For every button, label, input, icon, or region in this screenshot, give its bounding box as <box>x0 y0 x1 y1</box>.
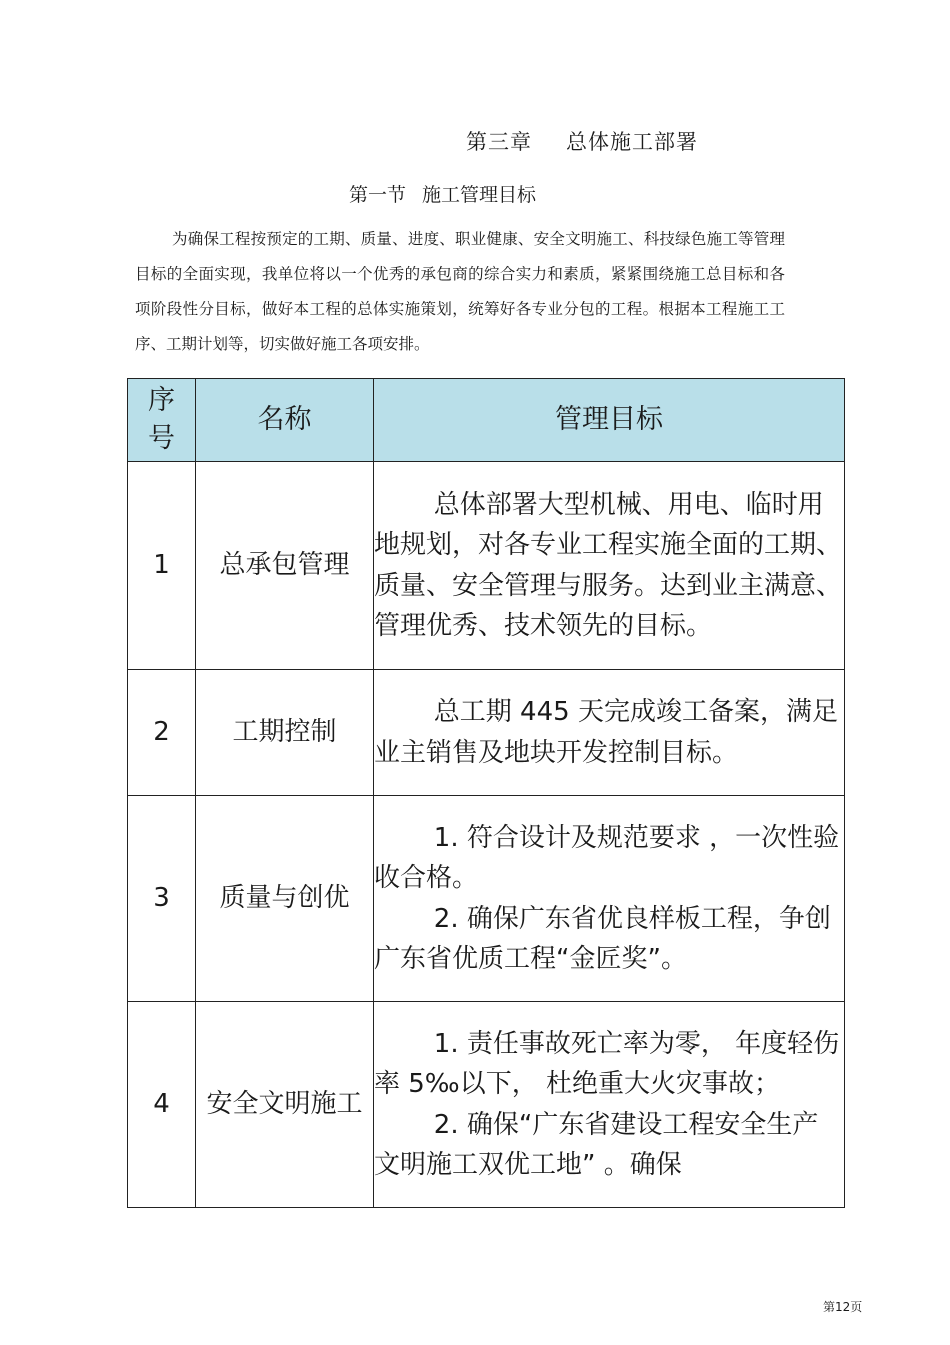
goal-paragraph: 2. 确保广东省优良样板工程，争创广东省优质工程“金匠奖”。 <box>374 903 831 974</box>
goal-paragraph: 总工期 445 天完成竣工备案，满足业主销售及地块开发控制目标。 <box>374 697 838 768</box>
goal-paragraph: 1. 符合设计及规范要求 ，一次性验收合格。 <box>374 822 840 893</box>
table-row <box>128 1002 845 1208</box>
row-name: 总承包管理 <box>196 462 374 670</box>
goal-paragraph: 2. 确保“广东省建设工程安全生产文明施工双优工地” 。确保 <box>374 1109 819 1180</box>
row-goal <box>374 1002 845 1208</box>
row-name: 工期控制 <box>196 670 374 796</box>
management-goals-table <box>127 378 845 1208</box>
row-goal <box>374 462 845 670</box>
row-number: 1 <box>128 462 196 670</box>
table-row <box>128 462 845 670</box>
goal-paragraph: 1. 责任事故死亡率为零， 年度轻伤率 5‰以下， 杜绝重大火灾事故； <box>374 1028 840 1099</box>
chapter-title: 总体施工部署 <box>566 130 698 154</box>
table-row <box>128 796 845 1002</box>
page-number: 第12页 <box>823 1300 863 1314</box>
section-label: 第一节 <box>349 184 407 206</box>
header-name: 名称 <box>196 379 374 462</box>
row-number: 3 <box>128 796 196 1002</box>
chapter-heading <box>466 126 698 156</box>
row-number: 2 <box>128 670 196 796</box>
section-heading <box>349 180 536 207</box>
row-name: 质量与创优 <box>196 796 374 1002</box>
chapter-label: 第三章 <box>466 130 532 154</box>
row-number: 4 <box>128 1002 196 1208</box>
header-no: 序号 <box>128 379 196 462</box>
goal-paragraph: 总体部署大型机械、用电、临时用地规划，对各专业工程实施全面的工期、质量、安全管理与服务。达到业主满意、管理优秀、技术领先的目标。 <box>374 489 843 641</box>
table-row <box>128 670 845 796</box>
row-name: 安全文明施工 <box>196 1002 374 1208</box>
row-goal <box>374 796 845 1002</box>
intro-paragraph: 为确保工程按预定的工期、质量、进度、职业健康、安全文明施工、科技绿色施工等管理目标的全面实现，我单位将以一个优秀的承包商的综合实力和素质，紧紧围绕施工总目标和各项阶段性分目标，做好本工程的总体实施策划，统筹好各专业分包的工程。根据本工程施工工序、工期计划等，切实做好施工各项安排。 <box>135 230 785 353</box>
table-header-row <box>128 379 845 462</box>
row-goal <box>374 670 845 796</box>
header-goal: 管理目标 <box>374 379 845 462</box>
section-title: 施工管理目标 <box>422 184 537 206</box>
